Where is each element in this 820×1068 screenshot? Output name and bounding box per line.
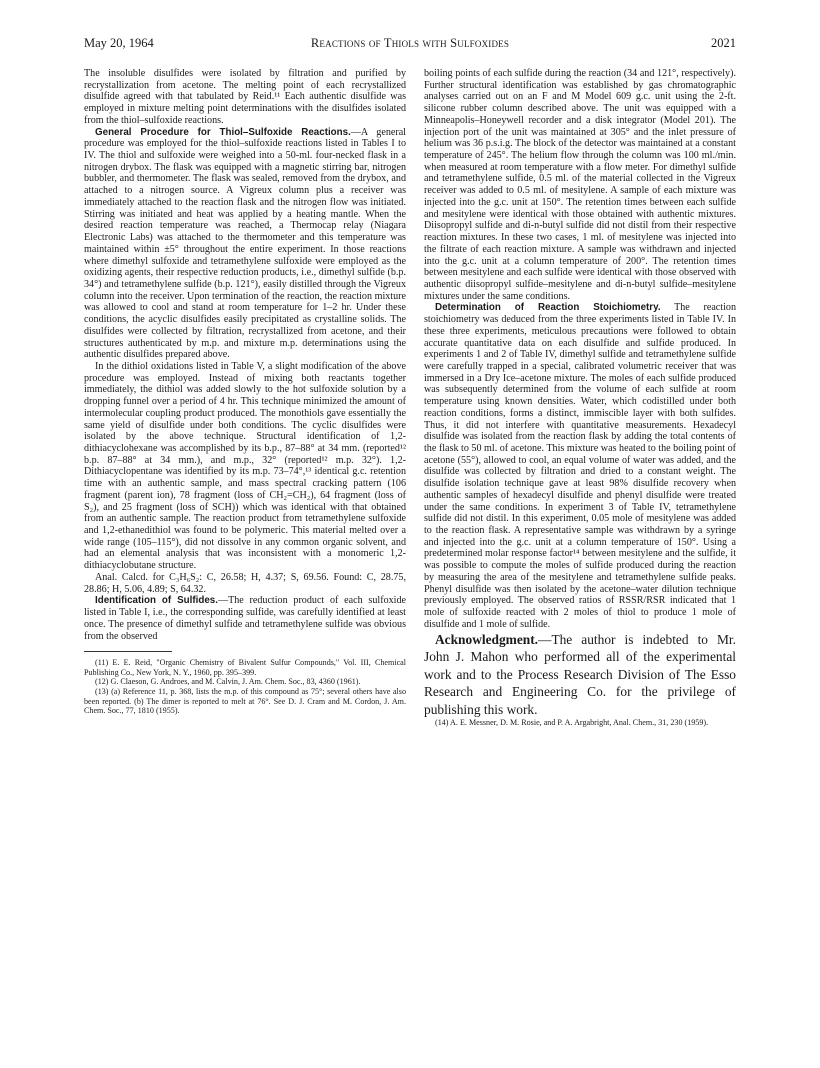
- acknowledgment-heading: Acknowledgment.: [435, 631, 539, 647]
- run-in-heading: Identification of Sulfides.: [95, 595, 218, 607]
- acknowledgment: [424, 631, 736, 719]
- footnote-13: (13) (a) Reference 11, p. 368, lists the m.p. of this compound as 75°; several others have also been reported. (b) The dimer is reported to melt at 76°. See D. J. Cram and M. Cordon, J. Am. Chem. Soc., 77, 1810 (1955).: [84, 687, 406, 716]
- paragraph-text: The reaction stoichiometry was deduced from the three experiments listed in Table IV. In these three experiments, meticulous precautions were followed to obtain accurate quantitative data on each disulfide and sulfide produced. In experiments 1 and 2 of Table IV, dimethyl sulfide and tetramethylene sulfide were carefully trapped in a special, calibrated volumetric receiver that was immersed in a Dry Ice–acetone mixture. The moles of each sulfide produced was subsequently determined from the volume of each sulfide at room temperature using known densities. Water, which codistilled under both reaction conditions, forms a distinct, immiscible layer with both sulfides. Thus, it did not interfere with quantitative measurements. Hexadecyl disulfide was isolated from the reaction flask by adding the total contents of the flask to 50 ml. of acetone. This mixture was heated to the boiling point of acetone (55°), allowed to cool, an equal volume of water was added, and the disulfide was collected by filtration and dried to a constant weight. The disulfide isolation technique gave at least 98% disulfide recovery when authentic samples of hexadecyl disulfide and phenyl disulfide were treated under the same conditions. In experiment 3 of Table IV, tetramethylene sulfide did not distil. In this experiment, 0.05 mole of mesitylene was added to the reaction flask. A representative sample was withdrawn by a syringe and injected into the g.c. unit at a column temperature of 150°. Using a predetermined molar response factor¹⁴ between mesitylene and the sulfide, it was possible to compute the moles of sulfide produced during the reaction by measuring the area of the mesitylene and tetramethylene sulfide peaks. Phenyl disulfide was then isolated by the acetone–water dilution technique previously employed. The observed ratios of RSSR/RSR indicated that 1 mole of sulfoxide reacted with 2 moles of thiol to produce 1 mole of disulfide and 1 mole of sulfide.: [424, 302, 736, 630]
- paragraph-general-procedure: [84, 127, 406, 361]
- paragraph-text: —The reduction product of each sulfoxide listed in Table I, i.e., the corresponding sulfide, was carefully identified at least once. The presence of dimethyl sulfide and tetramethylene sulfide was obvious from the observed: [84, 595, 406, 642]
- paragraph-dithiol-oxidations: In the dithiol oxidations listed in Table V, a slight modification of the above procedure was employed. Instead of mixing both reactants together immediately, the dithiol was added slowly to the hot sulfoxide solution by a dropping funnel over a period of 4 hr. This technique minimized the amount of intermolecular coupling product produced. The monothiols gave essentially the same yield of disulfide under both conditions. The cyclic disulfides were isolated by the above technique. Structural identification of 1,2-dithiacyclohexane was accomplished by its b.p., 87–88° at 34 mm. (reported¹² b.p. 87–88° at 34 mm.), and m.p., 32° (reported¹² m.p. 32°). 1,2-Dithiacyclopentane was identified by its m.p. 73–74°,¹³ identical g.c. retention time with an authentic sample, and mass spectral cracking pattern (106 fragment (parent ion), 78 fragment (loss of CH₂=CH₂), 64 fragment (loss of S₂), and 25 fragment (loss of SCH)) which was identical with that obtained from an authentic sample. The reaction product from tetramethylene sulfoxide and 1,2-ethanedithiol was found to be polymeric. This material melted over a wide range (105–115°), did not dissolve in any common organic solvent, and had an elemental analysis that was inconsistent with a monomeric 1,2-dithiacyclobutane structure.: [84, 360, 406, 572]
- footnote-14: (14) A. E. Messner, D. M. Rosie, and P. A. Argabright, Anal. Chem., 31, 230 (1959).: [435, 718, 709, 728]
- paragraph-text: —A general procedure was employed for the thiol–sulfoxide reactions listed in Tables I to IV. The thiol and sulfoxide were weighed into a 50-ml. four-necked flask in a nitrogen drybox. The flask was equipped with a magnetic stirring bar, nitrogen bubbler, and thermometer. The flask was sealed, removed from the drybox, and attached to a nitrogen source. A Vigreux column plus a receiver was immediately attached to the reaction flask and the nitrogen flow was initiated. Stirring was initiated and heat was applied by a heating mantle. When the desired reaction temperature was reached, a Thermocap relay (Niagara Electronic Labs) was attached to the thermometer and this temperature was maintained within ±5° throughout the entire experiment. In those reactions where dimethyl sulfoxide and tetramethylene sulfoxide were employed as the oxidizing agents, their respective reduction products, i.e., dimethyl sulfide (b.p. 34°) and tetramethylene sulfide (b.p. 121°), easily distilled through the Vigreux column into the receiver. Upon termination of the reaction, the reaction mixture was allowed to cool and stand at room temperature for 1–2 hr. Under these conditions, the acyclic disulfides easily precipitated as crystalline solids. The disulfides were collected by filtration, recrystallized from acetone, and their structures authenticated by m.p. and mixture m.p. determinations using the authentic disulfides prepared above.: [84, 126, 406, 361]
- footnote-11: (11) E. E. Reid, "Organic Chemistry of Bivalent Sulfur Compounds," Vol. III, Chemical Publishing Co., New York, N. Y., 1960, pp. 395–399.: [84, 658, 406, 677]
- footnote-divider: [84, 651, 172, 652]
- footnote-12: (12) G. Claeson, G. Androes, and M. Calvin, J. Am. Chem. Soc., 83, 4360 (1961).: [95, 677, 361, 687]
- running-title: Reactions of Thiols with Sulfoxides: [310, 36, 510, 50]
- acknowledgment-text: —The author is indebted to Mr. John J. Mahon who performed all of the experimental work and to the Process Research Division of The Esso Research and Engineering Co. for the privilege of publishing this work.: [424, 631, 736, 717]
- left-column: [84, 68, 406, 716]
- paragraph-disulfide-isolation: The insoluble disulfides were isolated by filtration and purified by recrystallization from acetone. The melting point of each recrystallized disulfide agreed with that tabulated by Reid.¹¹ Each authentic disulfide was employed in mixture melting point determinations with the disulfides isolated from the thiol–sulfoxide reactions.: [84, 68, 406, 126]
- paragraph-gc-identification: boiling points of each sulfide during the reaction (34 and 121°, respectively). Further structural identification was established by gas chromatographic analyses carried out on an F and M Model 609 g.c. unit using the 2-ft. silicone rubber column described above. The unit was equipped with a Minneapolis–Honeywell recorder and a disk integrator (Model 201). The injection port of the unit was maintained at 305° and the inlet pressure of helium was 36 p.s.i.g. The block of the detector was maintained at a constant temperature of 245°. The helium flow through the column was 100 ml./min. when measured at room temperature with a flow meter. For dimethyl sulfide and tetramethylene sulfide, 0.5 ml. of the material collected in the Vigreux receiver was added to 0.5 ml. of mesitylene. A sample of each mixture was injected into the g.c. unit at 150°. The retention times between each sulfide and mesitylene were identical with those obtained with authentic mixtures. Diisopropyl sulfide and di-n-butyl sulfide did not distil from their respective reaction mixtures. In these two cases, 1 ml. of mesitylene was injected into the filtrate of each reaction mixture. A sample was withdrawn and injected into the g.c. unit at a column temperature of 200°. The retention times between mesitylene and each sulfide were identical with those observed with authentic diisopropyl sulfide–mesitylene and di-n-butyl sulfide–mesitylene mixtures under the same conditions.: [424, 68, 736, 302]
- page-number: 2021: [711, 36, 736, 50]
- paragraph-analysis: Anal. Calcd. for C₃H₆S₂: C, 26.58; H, 4.37; S, 69.56. Found: C, 28.75, 28.86; H, 5.06, 4.89; S, 64.32.: [84, 571, 406, 595]
- run-in-heading: General Procedure for Thiol–Sulfoxide Reactions.: [95, 126, 351, 138]
- right-column: [424, 68, 736, 728]
- page-header: [84, 36, 736, 50]
- paragraph-stoichiometry: [424, 302, 736, 630]
- paragraph-identification: [84, 595, 406, 642]
- header-date: May 20, 1964: [84, 36, 154, 50]
- run-in-heading: Determination of Reaction Stoichiometry.: [435, 302, 661, 314]
